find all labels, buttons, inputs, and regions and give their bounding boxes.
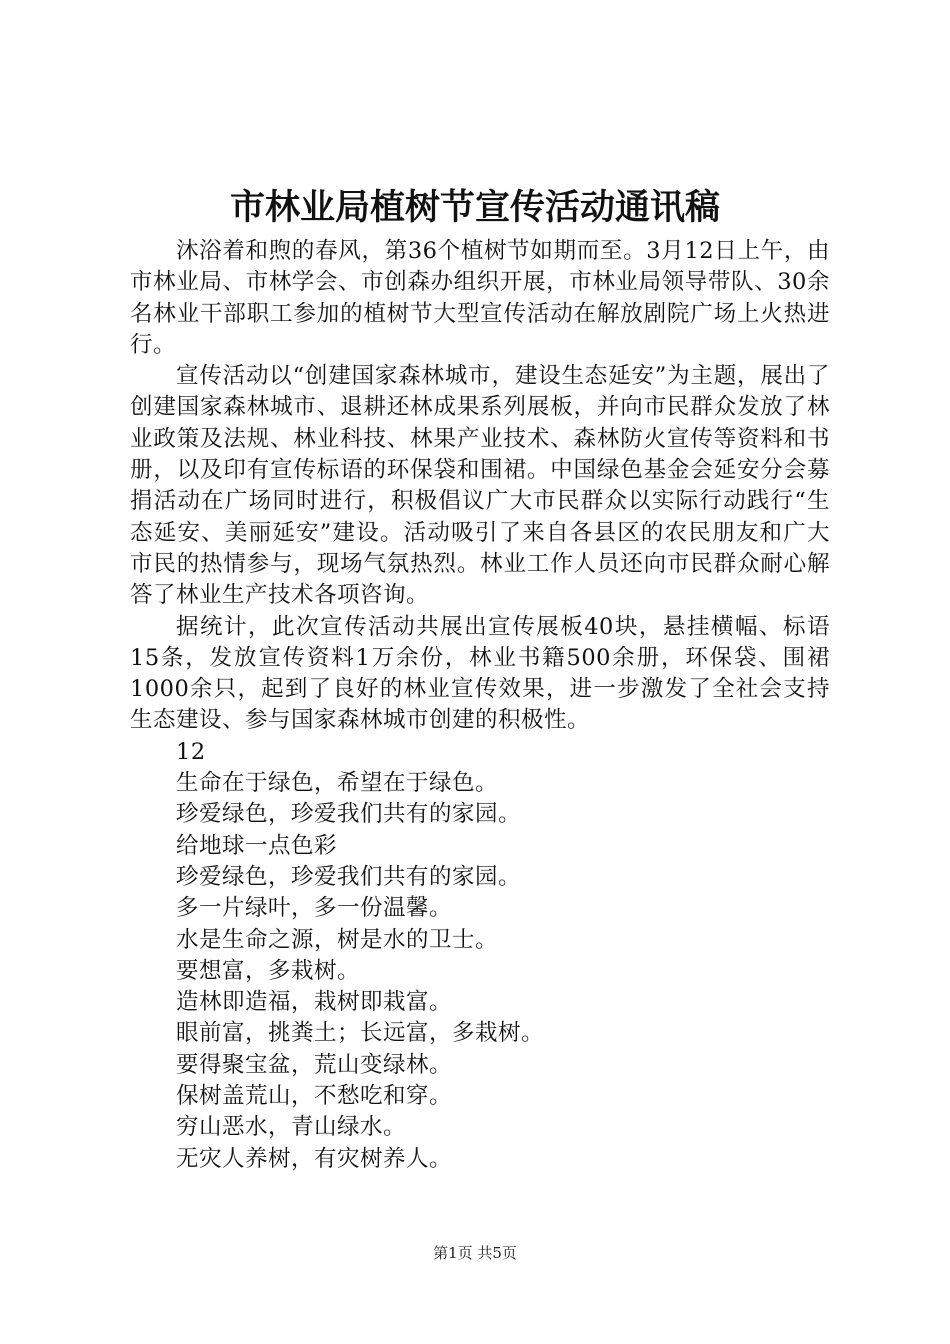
paragraph: 据统计，此次宣传活动共展出宣传展板40块，悬挂横幅、标语15条，发放宣传资料1万余份，林业书籍500余册，环保袋、围裙1000余只，起到了良好的林业宣传效果，进一步激发了全社会支持生态建设、参与国家森林城市创建的积极性。 <box>130 613 830 734</box>
slogan-line: 要得聚宝盆，荒山变绿林。 <box>176 1051 453 1078</box>
page-footer: 第1页 共5页 <box>433 1244 517 1262</box>
paragraph: 沐浴着和煦的春风，第36个植树节如期而至。3月12日上午，由市林业局、市林学会、市创森办组织开展，市林业局领导带队、30余名林业干部职工参加的植树节大型宣传活动在解放剧院广场上火热进行。 <box>130 238 830 358</box>
slogan-line: 眼前富，挑粪土；长远富，多栽树。 <box>176 1020 545 1047</box>
slogan-line: 珍爱绿色，珍爱我们共有的家园。 <box>176 801 522 828</box>
slogan-line: 珍爱绿色，珍爱我们共有的家园。 <box>176 863 522 890</box>
slogan-line: 造林即造福，栽树即栽富。 <box>176 989 453 1016</box>
slogan-line: 多一片绿叶，多一份温馨。 <box>176 895 453 922</box>
slogan-line: 给地球一点色彩 <box>176 832 338 859</box>
slogan-line: 要想富，多栽树。 <box>176 957 361 984</box>
slogan-line: 保树盖荒山，不愁吃和穿。 <box>176 1083 453 1110</box>
slogan-line: 无灾人养树，有灾树养人。 <box>176 1145 453 1172</box>
slogan-line: 水是生命之源，树是水的卫士。 <box>176 926 499 953</box>
page-title: 市林业局植树节宣传活动通讯稿 <box>229 188 720 228</box>
document-body <box>130 236 830 1175</box>
paragraph: 宣传活动以“创建国家森林城市，建设生态延安”为主题，展出了创建国家森林城市、退耕还林成果系列展板，并向市民群众发放了林业政策及法规、林业科技、林果产业技术、森林防火宣传等资料和书册，以及印有宣传标语的环保袋和围裙。中国绿色基金会延安分会募捐活动在广场同时进行，积极倡议广大市民群众以实际行动践行“生态延安、美丽延安”建设。活动吸引了来自各县区的农民朋友和广大市民的热情参与，现场气氛热烈。林业工作人员还向市民群众耐心解答了林业生产技术各项咨询。 <box>130 363 830 609</box>
slogan-line: 穷山恶水，青山绿水。 <box>176 1114 407 1141</box>
slogan-line: 生命在于绿色，希望在于绿色。 <box>176 770 499 797</box>
text-line: 12 <box>176 738 206 765</box>
